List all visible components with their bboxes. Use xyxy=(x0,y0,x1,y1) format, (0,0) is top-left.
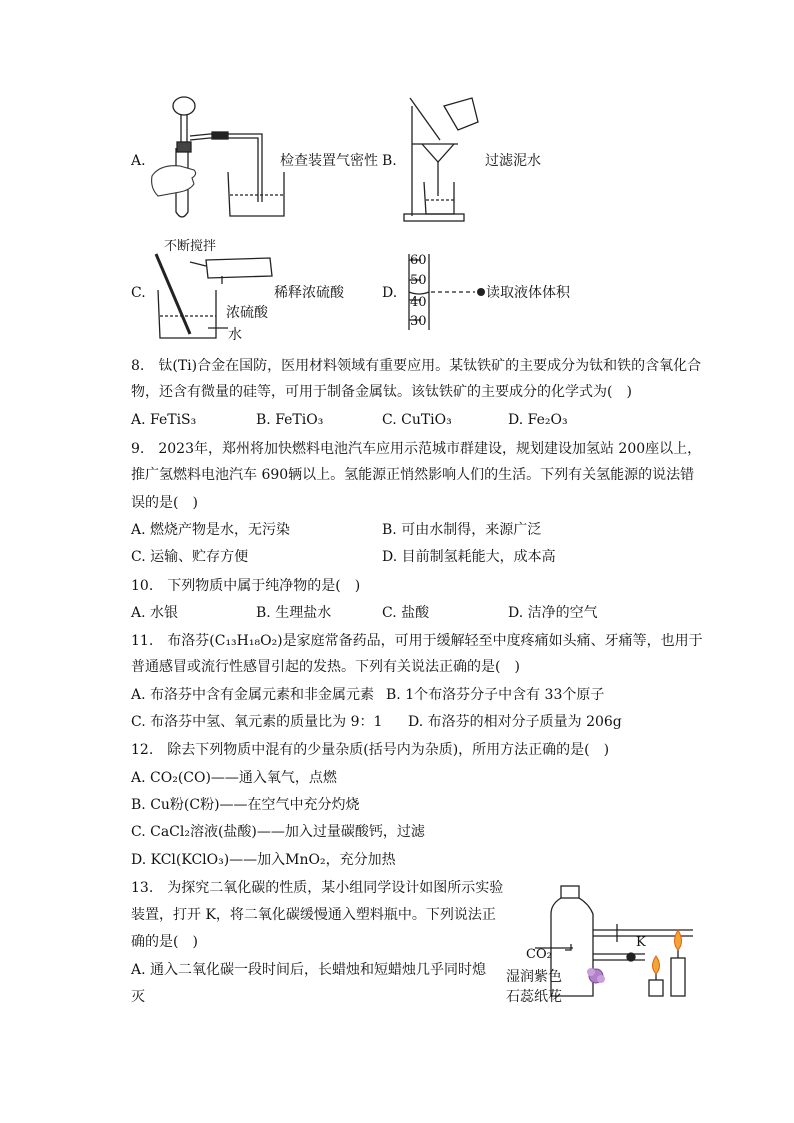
q13-stem-line1: 13. 为探究二氧化碳的性质，某小组同学设计如图所示实验 xyxy=(131,880,504,896)
q7-d-letter: D. xyxy=(382,285,398,301)
q7-a-caption: 检查装置气密性 xyxy=(280,153,378,169)
q7-c-caption: 稀释浓硫酸 xyxy=(274,285,344,301)
q8-stem-line2: 物，还含有微量的硅等，可用于制备金属钛。该钛铁矿的主要成分的化学式为( ) xyxy=(131,384,632,400)
q11-option-a[interactable]: A. 布洛芬中含有金属元素和非金属元素 xyxy=(131,687,375,703)
q9-stem-line3: 误的是( ) xyxy=(131,495,198,511)
q7-c-acid-label: 浓硫酸 xyxy=(226,305,268,321)
q13-k-label: K xyxy=(636,935,646,950)
q9-option-b[interactable]: B. 可由水制得，来源广泛 xyxy=(382,522,542,538)
q7-d-caption: 读取液体体积 xyxy=(486,285,570,301)
q7-b-letter: B. xyxy=(382,153,397,169)
q8-option-b[interactable]: B. FeTiO₃ xyxy=(256,412,324,428)
q12-option-a[interactable]: A. CO₂(CO)——通入氧气，点燃 xyxy=(131,770,337,786)
q13-option-a-line1[interactable]: A. 通入二氧化碳一段时间后，长蜡烛和短蜡烛几乎同时熄 xyxy=(131,962,487,978)
q8-option-d[interactable]: D. Fe₂O₃ xyxy=(508,412,568,428)
q8-option-a[interactable]: A. FeTiS₃ xyxy=(131,412,197,428)
airtightness-apparatus-figure xyxy=(150,92,285,224)
q8-option-c[interactable]: C. CuTiO₃ xyxy=(382,412,452,428)
q7-c-stir-label: 不断搅拌 xyxy=(164,239,217,254)
q10-option-a[interactable]: A. 水银 xyxy=(131,605,179,621)
q13-co2-label: CO₂ xyxy=(526,947,552,962)
q10-option-c[interactable]: C. 盐酸 xyxy=(382,605,430,621)
d-tick-50: 50 xyxy=(410,273,427,288)
co2-bottle-candle-figure xyxy=(545,884,695,1002)
q12-option-c[interactable]: C. CaCl₂溶液(盐酸)——加入过量碳酸钙，过滤 xyxy=(131,824,425,840)
q11-option-c[interactable]: C. 布洛芬中氢、氧元素的质量比为 9：1 xyxy=(131,714,383,730)
q8-stem-line1: 8. 钛(Ti)合金在国防，医用材料领域有重要应用。某钛铁矿的主要成分为钛和铁的含氧化合 xyxy=(131,358,702,374)
q7-c-water-label: 水 xyxy=(228,327,242,343)
q13-option-a-line2: 灭 xyxy=(131,989,145,1005)
q9-option-c[interactable]: C. 运输、贮存方便 xyxy=(131,549,249,565)
q13-stem-line3: 确的是( ) xyxy=(131,934,198,950)
q11-stem-line1: 11. 布洛芬(C₁₃H₁₈O₂)是家庭常备药品，可用于缓解轻至中度疼痛如头痛、牙痛等，也用于 xyxy=(131,633,703,649)
q10-option-d[interactable]: D. 洁净的空气 xyxy=(508,605,598,621)
q11-option-d[interactable]: D. 布洛芬的相对分子质量为 206g xyxy=(408,714,622,730)
filtration-apparatus-figure xyxy=(400,96,480,226)
d-tick-30: 30 xyxy=(410,314,427,329)
d-tick-40: 40 xyxy=(410,295,427,310)
q9-stem-line2: 推广氢燃料电池汽车 690辆以上。氢能源正悄然影响人们的生活。下列有关氢能源的说法错 xyxy=(131,467,695,483)
q11-stem-line2: 普通感冒或流行性感冒引起的发热。下列有关说法正确的是( ) xyxy=(131,659,520,675)
q13-paper-flower-label-line2: 石蕊纸花 xyxy=(506,989,562,1005)
q10-option-b[interactable]: B. 生理盐水 xyxy=(256,605,332,621)
q9-option-a[interactable]: A. 燃烧产物是水，无污染 xyxy=(131,522,291,538)
q7-b-caption: 过滤泥水 xyxy=(485,153,541,169)
q13-paper-flower-label-line1: 湿润紫色 xyxy=(506,969,562,985)
q12-stem: 12. 除去下列物质中混有的少量杂质(括号内为杂质)，所用方法正确的是( ) xyxy=(131,742,610,758)
q12-option-b[interactable]: B. Cu粉(C粉)——在空气中充分灼烧 xyxy=(131,797,360,813)
d-tick-60: 60 xyxy=(410,253,427,268)
q9-stem-line1: 9. 2023年，郑州将加快燃料电池汽车应用示范城市群建设，规划建设加氢站 200座以上， xyxy=(131,441,702,457)
q7-c-letter: C. xyxy=(131,285,146,301)
q7-a-letter: A. xyxy=(131,153,146,169)
dilute-acid-apparatus-figure xyxy=(150,254,280,346)
q12-option-d[interactable]: D. KCl(KClO₃)——加入MnO₂，充分加热 xyxy=(131,852,396,868)
q13-stem-line2: 装置，打开 K，将二氧化碳缓慢通入塑料瓶中。下列说法正 xyxy=(131,907,496,923)
q11-option-b[interactable]: B. 1个布洛芬分子中含有 33个原子 xyxy=(386,687,605,703)
q9-option-d[interactable]: D. 目前制氢耗能大，成本高 xyxy=(382,549,556,565)
q10-stem: 10. 下列物质中属于纯净物的是( ) xyxy=(131,578,361,594)
